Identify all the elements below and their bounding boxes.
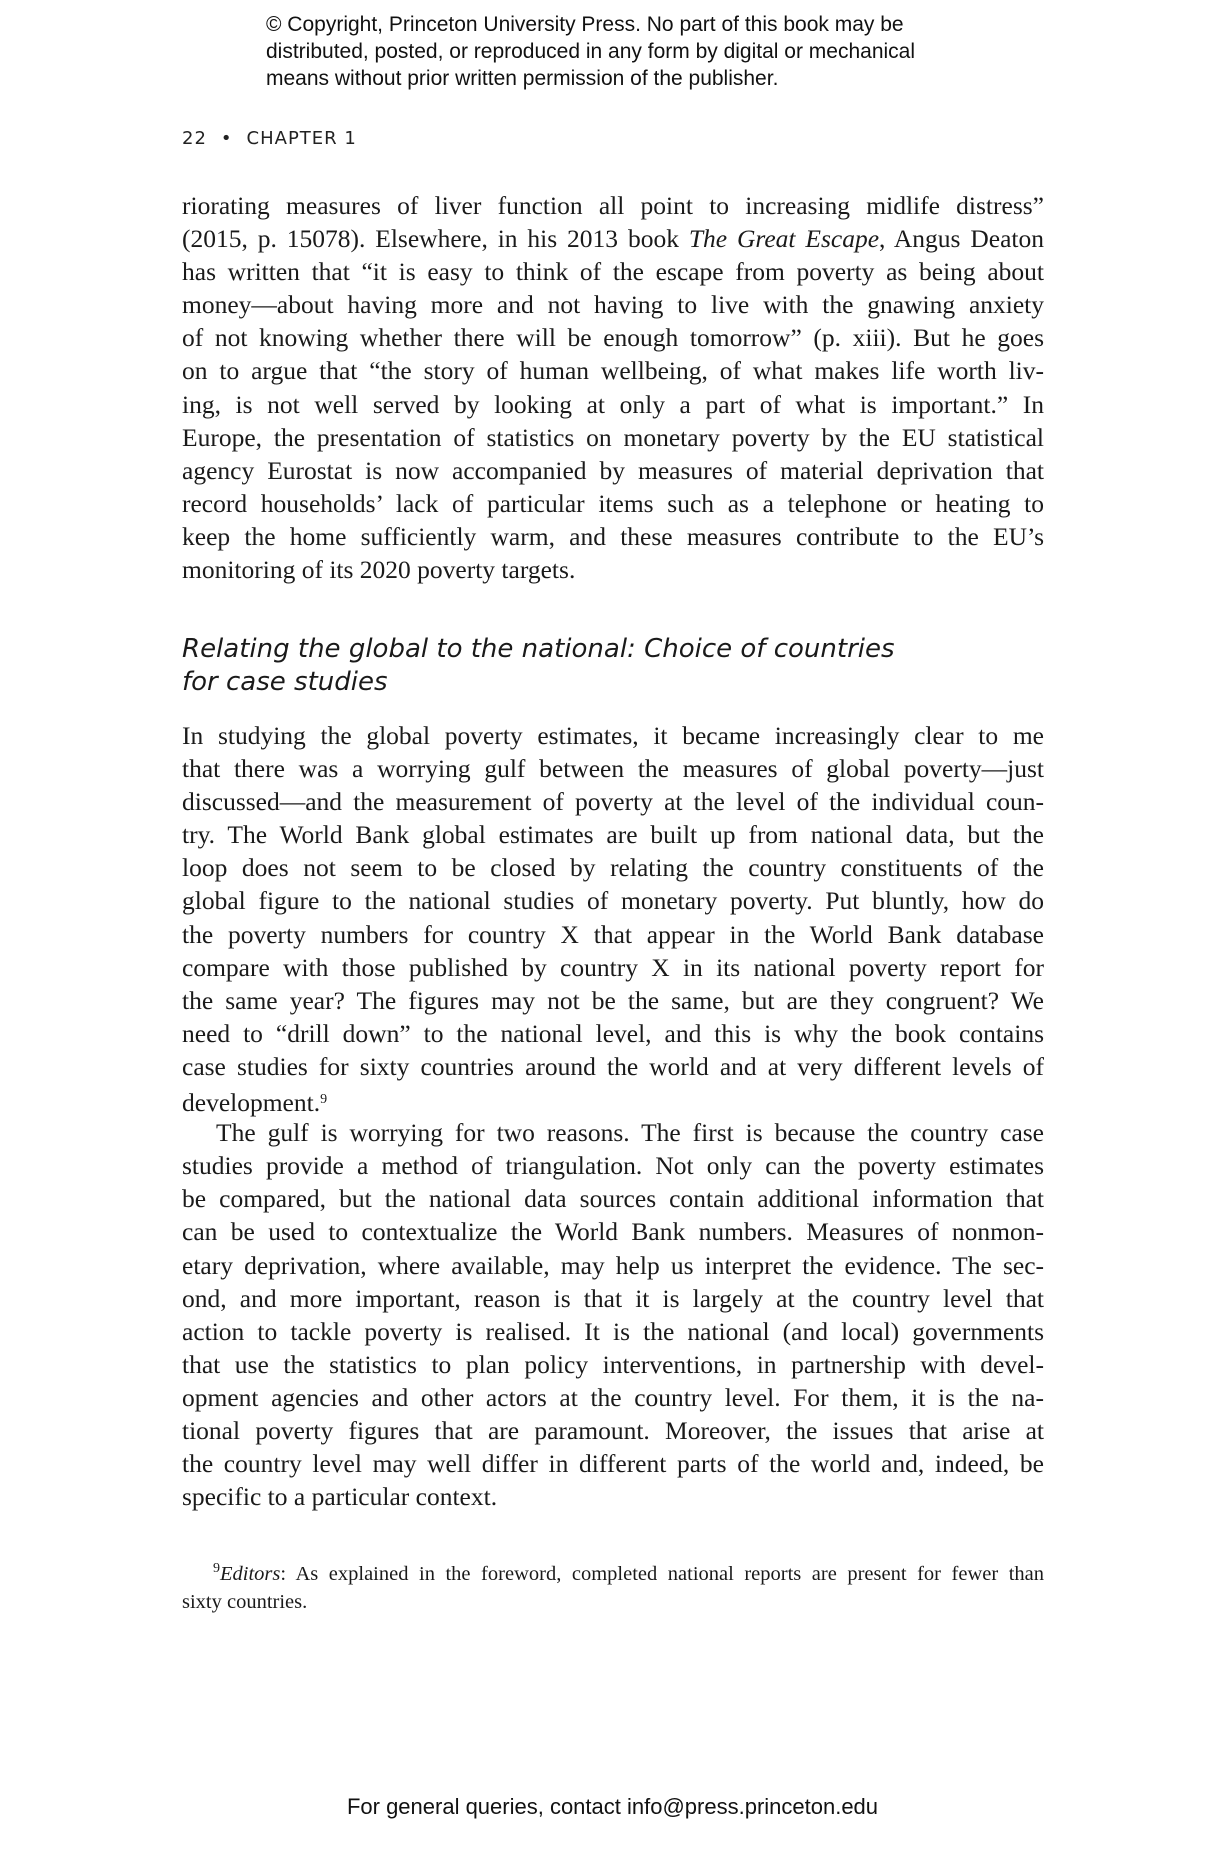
text-segment: development. [182,1088,321,1118]
text-line: monitoring of its 2020 poverty targets. [182,555,576,585]
text-line: has written that “it is easy to think of the escape from poverty as being about [182,257,1044,287]
copyright-line: © Copyright, Princeton University Press. No part of this book may be [266,13,904,36]
separator-dot: • [220,128,233,149]
text-line: compare with those published by country X in its national poverty report for [182,952,1044,982]
text-line: money—about having more and not having to live with the gnawing anxiety [182,290,1044,320]
text-line: ing, is not well served by looking at only a part of what is important.” In [182,389,1044,419]
text-line: action to tackle poverty is realised. It is the national (and local) governments [182,1316,1044,1346]
text-line: specific to a particular context. [182,1482,498,1512]
text-line [182,1083,1044,1116]
text-line: the poverty numbers for country X that appear in the World Bank database [182,919,1044,949]
text-line: tional poverty figures that are paramount. Moreover, the issues that arise at [182,1415,1044,1445]
section-body [182,719,1044,1513]
text-line: Europe, the presentation of statistics on monetary poverty by the EU statistical [182,422,1044,452]
text-line: etary deprivation, where available, may help us interpret the evidence. The sec- [182,1250,1044,1280]
running-head [182,128,357,149]
text-line: need to “drill down” to the national level, and this is why the book contains [182,1018,1044,1048]
text-line: that use the statistics to plan policy interventions, in partnership with devel- [182,1349,1044,1379]
paragraph-continuation [182,189,1044,586]
text-line: the same year? The figures may not be the same, but are they congruent? We [182,985,1044,1015]
section-heading [182,633,1044,699]
text-line: that there was a worrying gulf between the measures of global poverty—just [182,754,1044,784]
heading-line: for case studies [182,667,388,697]
text-line: (2015, p. 15078). Elsewhere, in his 2013 book The Great Escape, Angus Deaton [182,224,1044,254]
text-line: agency Eurostat is now accompanied by measures of material deprivation that [182,455,1044,485]
text-line: The gulf is worrying for two reasons. The first is because the country case [216,1118,1044,1148]
text-line: discussed—and the measurement of poverty at the level of the individual coun- [182,787,1044,817]
text-line: riorating measures of liver function all point to increasing midlife distress” [182,191,1044,220]
footnote-line: sixty countries. [182,1591,308,1613]
text-line: studies provide a method of triangulation. Not only can the poverty estimates [182,1151,1044,1181]
text-line: be compared, but the national data sources contain additional information that [182,1184,1044,1214]
page-number: 22 [182,128,207,149]
footnote-reference[interactable]: 9 [320,1092,328,1108]
text-line: record households’ lack of particular items such as a telephone or heating to [182,488,1044,518]
book-title: The Great Escape [688,224,880,254]
text-line: loop does not seem to be closed by relating the country constituents of the [182,853,1044,883]
copyright-line: means without prior written permission of the publisher. [266,67,779,90]
text-line: on to argue that “the story of human wellbeing, of what makes life worth liv- [182,356,1044,386]
text-line: In studying the global poverty estimates, it became increasingly clear to me [182,721,1044,750]
footnote-text: : As explained in the foreword, completed national reports are present for fewer than [280,1563,1044,1585]
text-line: keep the home sufficiently warm, and these measures contribute to the EU’s [182,521,1044,551]
heading-line: Relating the global to the national: Choice of countries [182,634,895,664]
text-line: opment agencies and other actors at the country level. For them, it is the na- [182,1382,1044,1412]
text-line: ond, and more important, reason is that it is largely at the country level that [182,1283,1044,1313]
copyright-line: distributed, posted, or reproduced in any form by digital or mechanical [266,40,916,63]
chapter-label: CHAPTER 1 [246,128,357,149]
footnote-label: Editors [220,1563,281,1585]
text-line: try. The World Bank global estimates are built up from national data, but the [182,820,1044,850]
text-line: global figure to the national studies of monetary poverty. Put bluntly, how do [182,886,1044,916]
copyright-notice [266,11,1026,92]
footnote [182,1555,1044,1616]
contact-line: For general queries, contact info@press.princeton.edu [346,1794,879,1819]
footnote-line [182,1555,1044,1588]
text-line: of not knowing whether there will be enough tomorrow” (p. xiii). But he goes [182,323,1044,353]
text-line: the country level may well differ in different parts of the world and, indeed, be [182,1449,1044,1479]
text-line: case studies for sixty countries around the world and at very different levels of [182,1051,1044,1081]
footnote-number: 9 [213,1561,220,1576]
text-line: can be used to contextualize the World Bank numbers. Measures of nonmon- [182,1217,1044,1247]
